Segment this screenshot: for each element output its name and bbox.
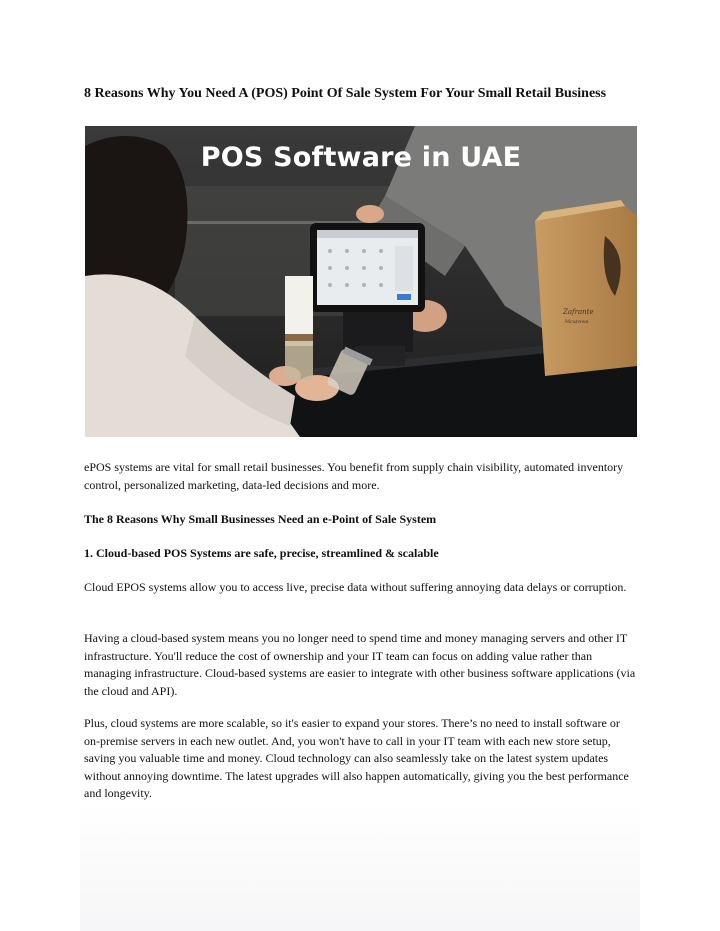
bag-label-line-1: Zafrante <box>563 308 594 316</box>
bag-label-line-2: Mcarewe <box>565 319 589 325</box>
paragraph-cloud-intro: Cloud EPOS systems allow you to access live, precise data without suffering annoying data delays or corruption. <box>84 580 627 594</box>
reason-1-heading: 1. Cloud-based POS Systems are safe, precise, streamlined & scalable <box>84 546 439 560</box>
paragraph-cloud-infrastructure: Having a cloud-based system means you no longer need to spend time and money managing servers and other IT infrastructure. You'll reduce the cost of ownership and your IT team can focus on adding value rather than managing infrastructure. Cloud-based systems are easier to integrate with other business software applications (via the cloud and API). <box>84 631 636 698</box>
section-heading: The 8 Reasons Why Small Businesses Need an e-Point of Sale System <box>84 512 437 526</box>
paragraph-cloud-scalable: Plus, cloud systems are more scalable, so it's easier to expand your stores. There’s no need to install software or on-premise servers in each new outlet. And, you won't have to call in your IT team with each new store setup, saving you valuable time and money. Cloud technology can also seamlessly take on the latest system updates without annoying downtime. The latest upgrades will also happen automatically, giving you the best performance and longevity. <box>84 716 629 800</box>
hero-overlay-title: POS Software in UAE <box>200 142 522 173</box>
hero-image <box>85 126 637 437</box>
document-title: 8 Reasons Why You Need A (POS) Point Of Sale System For Your Small Retail Business <box>84 86 607 101</box>
page-bottom-shade <box>80 800 640 931</box>
intro-paragraph: ePOS systems are vital for small retail businesses. You benefit from supply chain visibility, automated inventory control, personalized marketing, data-led decisions and more. <box>84 460 624 492</box>
